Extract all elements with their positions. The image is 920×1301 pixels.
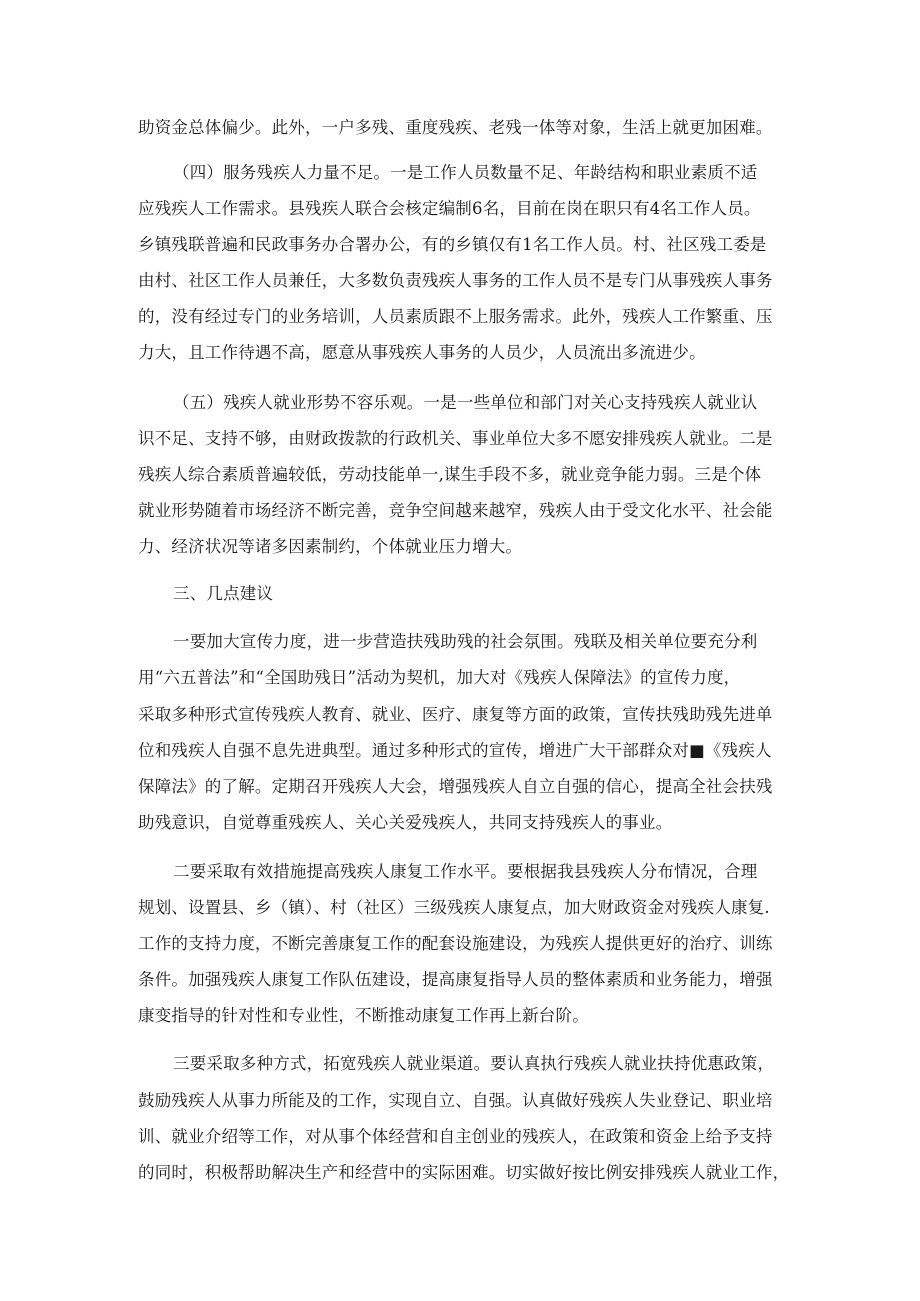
text-line: 保障法》的了解。定期召开残疾人大会，增强残疾人自立自强的信心，提高全社会扶残 bbox=[138, 777, 773, 796]
text-line: 残疾人综合素质普遍较低，劳动技能单一,谋生手段不多，就业竞争能力弱。三是个体 bbox=[138, 465, 762, 484]
text-line: 助资金总体偏少。此外，一户多残、重度残疾、老残一体等对象，生活上就更加困难。 bbox=[138, 118, 773, 137]
text-line: （五）残疾人就业形势不容乐观。一是一些单位和部门对关心支持残疾人就业认 bbox=[173, 393, 758, 412]
text-line: 一要加大宣传力度，进一步营造扶残助残的社会氛围。残联及相关单位要充分利 bbox=[173, 632, 758, 651]
text-line: 采取多种形式宣传残疾人教育、就业、医疗、康复等方面的政策，宣传扶残助残先进单 bbox=[138, 705, 773, 724]
text-line: 的同时，积极帮助解决生产和经营中的实际困难。切实做好按比例安排残疾人就业工作， bbox=[138, 1163, 790, 1182]
text-line: 位和残疾人自强不息先进典型。通过多种形式的宣传，增进广大干部群众对■《残疾人 bbox=[138, 741, 772, 760]
text-line: （四）服务残疾人力量不足。一是工作人员数量不足、年龄结构和职业素质不适 bbox=[173, 163, 758, 182]
text-line: 条件。加强残疾人康复工作队伍建设，提高康复指导人员的整体素质和业务能力，增强 bbox=[138, 970, 773, 989]
text-line: 助残意识，自觉尊重残疾人、关心关爱残疾人，共同支持残疾人的事业。 bbox=[138, 813, 673, 832]
text-line: 的，没有经过专门的业务培训，人员素质跟不上服务需求。此外，残疾人工作繁重、压 bbox=[138, 307, 773, 326]
text-line: 力、经济状况等诸多因素制约，个体就业压力增大。 bbox=[138, 537, 523, 556]
text-line: 由村、社区工作人员兼任，大多数负责残疾人事务的工作人员不是专门从事残疾人事务 bbox=[138, 271, 773, 290]
text-line: 用“六五普法”和“全国助残日”活动为契机，加大对《残疾人保障法》的宣传力度， bbox=[138, 668, 741, 687]
text-line: 就业形势随着市场经济不断完善，竞争空间越来越窄，残疾人由于受文化水平、社会能 bbox=[138, 501, 773, 520]
text-line: 规划、设置县、乡（镇）、村（社区）三级残疾人康复点，加大财政资金对残疾人康复. bbox=[138, 898, 770, 917]
text-line: 力大，且工作待遇不高，愿意从事残疾人事务的人员少，人员流出多流进少。 bbox=[138, 343, 706, 362]
section-heading: 三、几点建议 bbox=[173, 584, 274, 603]
text-line: 应残疾人工作需求。县残疾人联合会核定编制6名，目前在岗在职只有4名工作人员。 bbox=[138, 199, 761, 218]
text-line: 鼓励残疾人从事力所能及的工作，实现自立、自强。认真做好残疾人失业登记、职业培 bbox=[138, 1091, 773, 1110]
text-line: 乡镇残联普遍和民政事务办合署办公，有的乡镇仅有1名工作人员。村、社区残工委是 bbox=[138, 235, 767, 254]
text-line: 康变指导的针对性和专业性，不断推动康复工作再上新台阶。 bbox=[138, 1006, 589, 1025]
text-line: 二要采取有效措施提高残疾人康复工作水平。要根据我县残疾人分布情况，合理 bbox=[173, 862, 758, 881]
text-line: 训、就业介绍等工作，对从事个体经营和自主创业的残疾人，在政策和资金上给予支持 bbox=[138, 1127, 773, 1146]
text-line: 工作的支持力度，不断完善康复工作的配套设施建设，为残疾人提供更好的治疗、训练 bbox=[138, 934, 773, 953]
text-line: 识不足、支持不够，由财政拨款的行政机关、事业单位大多不愿安排残疾人就业。二是 bbox=[138, 429, 773, 448]
text-line: 三要采取多种方式，拓宽残疾人就业渠道。要认真执行残疾人就业扶持优惠政策， bbox=[173, 1054, 775, 1073]
